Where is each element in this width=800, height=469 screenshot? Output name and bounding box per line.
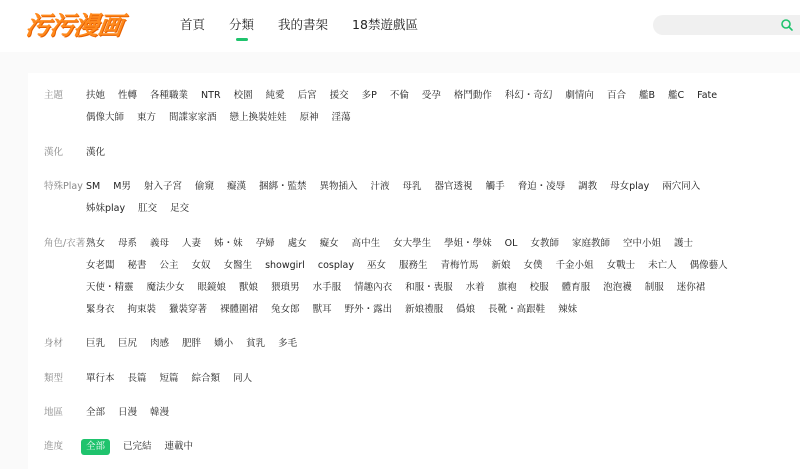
filter-tag[interactable]: 射入子宮 [143, 181, 182, 192]
filter-tag[interactable]: SM [86, 181, 101, 192]
filter-tag[interactable]: 迷你裙 [676, 282, 706, 293]
filter-tag[interactable]: 單行本 [86, 373, 115, 384]
filter-tag[interactable]: 母系 [118, 238, 138, 249]
filter-tag[interactable]: 裸體圍裙 [220, 304, 259, 315]
filter-tag[interactable]: 高中生 [351, 238, 381, 249]
filter-tag[interactable]: 泡泡襪 [603, 282, 632, 293]
filter-tag[interactable]: 百合 [606, 90, 626, 101]
filter-tag[interactable]: Fate [697, 90, 718, 101]
filter-tag[interactable]: 癡女 [319, 238, 339, 249]
filter-tag[interactable]: 女醫生 [223, 260, 253, 271]
filter-tag[interactable]: 兔女郎 [271, 304, 300, 315]
filter-tag[interactable]: 女戰士 [606, 260, 636, 271]
filter-tag[interactable]: cosplay [317, 260, 354, 271]
filter-label: 進度 [44, 441, 64, 452]
filter-tag[interactable]: 新娘禮服 [405, 304, 444, 315]
filter-tag[interactable]: 性轉 [118, 90, 138, 101]
filter-tag[interactable]: 偷窺 [194, 181, 214, 192]
filter-tag[interactable]: 巨乳 [86, 338, 106, 349]
filter-tag[interactable]: 巫女 [366, 260, 386, 271]
filter-tag[interactable]: 足交 [170, 203, 190, 214]
filter-tag[interactable]: 偶像藝人 [689, 260, 728, 271]
filter-tag[interactable]: 汁液 [370, 181, 390, 192]
filter-tag[interactable]: 肉感 [150, 338, 170, 349]
filter-tag[interactable]: 母女play [610, 181, 650, 192]
filter-tag[interactable]: 青梅竹馬 [440, 260, 479, 271]
filter-tag[interactable]: 姊妹play [86, 203, 126, 214]
filter-tag[interactable]: 校服 [529, 282, 549, 293]
search-input[interactable] [653, 17, 768, 37]
filter-tag[interactable]: 同人 [233, 373, 253, 384]
nav-games[interactable]: 18禁遊戲區 [352, 17, 418, 32]
filter-tag[interactable]: 觸手 [485, 181, 505, 192]
filter-tag[interactable]: 魔法少女 [146, 282, 185, 293]
filter-label: 地區 [44, 407, 64, 418]
filter-tag[interactable]: 天使・精靈 [86, 282, 134, 293]
filter-tag[interactable]: 長靴・高跟鞋 [488, 304, 546, 315]
site-logo[interactable]: 污污漫画 [23, 11, 124, 40]
filter-tag[interactable]: 貧乳 [246, 338, 266, 349]
filter-tag[interactable]: 水着 [465, 282, 485, 293]
filter-tag[interactable]: 義母 [150, 238, 170, 249]
filter-tag[interactable]: 兩穴同入 [662, 181, 701, 192]
filter-tag[interactable]: 劇情向 [565, 90, 594, 101]
filter-tag[interactable]: 獵裝穿著 [169, 304, 208, 315]
filter-tag[interactable]: 連載中 [164, 441, 194, 452]
filter-tag[interactable]: 短篇 [159, 373, 179, 384]
nav-bookshelf[interactable]: 我的書架 [278, 17, 329, 32]
filter-label: 類型 [44, 373, 64, 384]
filter-tag[interactable]: 日漫 [118, 407, 138, 418]
filter-tag[interactable]: showgirl [265, 260, 305, 271]
filter-tag[interactable]: OL [504, 238, 518, 249]
filter-label: 角色/衣著 [44, 238, 86, 249]
filter-tag[interactable]: 捆綁・監禁 [258, 181, 307, 192]
filter-tag[interactable]: 猥瑣男 [271, 282, 300, 293]
filter-tag[interactable]: 孕婦 [255, 238, 275, 249]
nav-categories[interactable]: 分類 [229, 0, 254, 52]
filter-tag[interactable]: 科幻・奇幻 [504, 90, 553, 101]
filter-tag[interactable]: 姊・妹 [214, 238, 243, 249]
filter-tag[interactable]: 癡漢 [226, 181, 246, 192]
filter-tag[interactable]: 處女 [287, 238, 307, 249]
filter-tag[interactable]: 新娘 [491, 260, 511, 271]
filter-tag[interactable]: 女教師 [530, 238, 559, 249]
filter-tag[interactable]: M男 [113, 181, 131, 192]
filter-label: 主題 [44, 90, 64, 101]
search-icon[interactable] [780, 18, 794, 32]
filter-panel [28, 73, 800, 469]
filter-tag[interactable]: 護士 [674, 238, 694, 249]
filter-tag[interactable]: 體育服 [561, 282, 591, 293]
filter-tag[interactable]: 空中小姐 [622, 238, 661, 249]
filter-tag[interactable]: 女奴 [191, 260, 211, 271]
filter-tag[interactable]: 各種職業 [150, 90, 189, 101]
filter-tag[interactable]: 和服・喪服 [405, 282, 453, 293]
filter-tag[interactable]: 拘束裝 [127, 304, 157, 315]
filter-tag[interactable]: 僞娘 [456, 304, 476, 315]
filter-tag[interactable]: 巨尻 [118, 338, 138, 349]
filter-tag[interactable]: 格鬥動作 [453, 90, 492, 101]
filter-tag[interactable]: 肛交 [138, 203, 158, 214]
filter-tag[interactable]: 全部 [81, 439, 110, 455]
filter-tag[interactable]: 韓漫 [150, 407, 170, 418]
filter-tag[interactable]: 水手服 [312, 282, 342, 293]
filter-tag[interactable]: 肥胖 [182, 338, 202, 349]
search-box [653, 15, 800, 35]
filter-tag[interactable]: 調教 [578, 181, 598, 192]
filter-tag[interactable]: 情趣內衣 [354, 282, 393, 293]
filter-tag[interactable]: 野外・露出 [344, 304, 393, 315]
filter-tag[interactable]: 不倫 [389, 90, 409, 101]
filter-tag[interactable]: 偶像大師 [86, 112, 125, 123]
filter-tag[interactable]: 后宮 [297, 90, 317, 101]
filter-tag[interactable]: 母乳 [402, 181, 422, 192]
filter-tag[interactable]: 受孕 [421, 90, 441, 101]
filter-tag[interactable]: 多毛 [278, 338, 298, 349]
filter-tag[interactable]: 艦C [667, 90, 685, 101]
filter-tag[interactable]: 辣妹 [558, 304, 578, 315]
nav-home[interactable]: 首頁 [180, 17, 206, 32]
filter-tag[interactable]: NTR [201, 90, 221, 101]
filter-tag[interactable]: 扶她 [86, 90, 106, 101]
filter-tag[interactable]: 女大學生 [393, 238, 432, 249]
filter-label: 身材 [44, 338, 64, 349]
filter-tag[interactable]: 緊身衣 [86, 304, 115, 315]
filter-tag[interactable]: 綜合類 [191, 373, 221, 384]
filter-tag[interactable]: 全部 [86, 407, 106, 418]
filter-tag[interactable]: 淫蕩 [331, 112, 351, 123]
filter-tag[interactable]: 獸娘 [239, 282, 259, 293]
filter-tag[interactable]: 脅迫・凌辱 [517, 181, 566, 192]
filter-tag[interactable]: 眼鏡娘 [197, 282, 227, 293]
filter-tag[interactable]: 家庭教師 [571, 238, 610, 249]
filter-tag[interactable]: 原神 [299, 112, 319, 123]
filter-label: 漢化 [44, 147, 64, 158]
filter-tag[interactable]: 長篇 [127, 373, 147, 384]
filter-tag[interactable]: 服務生 [398, 260, 428, 271]
filter-label: 特殊Play [44, 181, 83, 192]
filter-tag[interactable]: 旗袍 [497, 282, 517, 293]
filter-tag[interactable]: 漢化 [86, 147, 106, 158]
filter-tag[interactable]: 校園 [233, 90, 253, 101]
filter-tag[interactable]: 秘書 [127, 260, 147, 271]
filter-tag[interactable]: 制服 [644, 282, 664, 293]
filter-tag[interactable]: 女僕 [523, 260, 543, 271]
header [0, 0, 800, 52]
filter-tag[interactable]: 已完結 [123, 441, 152, 452]
filter-tag[interactable]: 異物插入 [319, 181, 358, 192]
filter-tag[interactable]: 多P [361, 90, 377, 101]
filter-tag[interactable]: 人妻 [182, 238, 202, 249]
filter-tag[interactable]: 援交 [329, 90, 349, 101]
filter-tag[interactable]: 熟女 [86, 238, 106, 249]
filter-tag[interactable]: 間諜家家酒 [169, 112, 217, 123]
filter-tag[interactable]: 艦B [638, 90, 655, 101]
filter-tag[interactable]: 女老闆 [86, 260, 115, 271]
filter-tag[interactable]: 學姐・學妹 [444, 238, 492, 249]
filter-tag[interactable]: 戀上換裝娃娃 [229, 112, 287, 123]
filter-tag[interactable]: 公主 [159, 260, 179, 271]
filter-tag[interactable]: 東方 [137, 112, 157, 123]
filter-tag[interactable]: 千金小姐 [555, 260, 594, 271]
filter-tag[interactable]: 器官透視 [434, 181, 473, 192]
filter-tag[interactable]: 嬌小 [214, 338, 234, 349]
filter-tag[interactable]: 獸耳 [312, 304, 332, 315]
filter-tag[interactable]: 未亡人 [648, 260, 677, 271]
filter-tag[interactable]: 純愛 [265, 90, 285, 101]
main-nav [180, 0, 442, 52]
